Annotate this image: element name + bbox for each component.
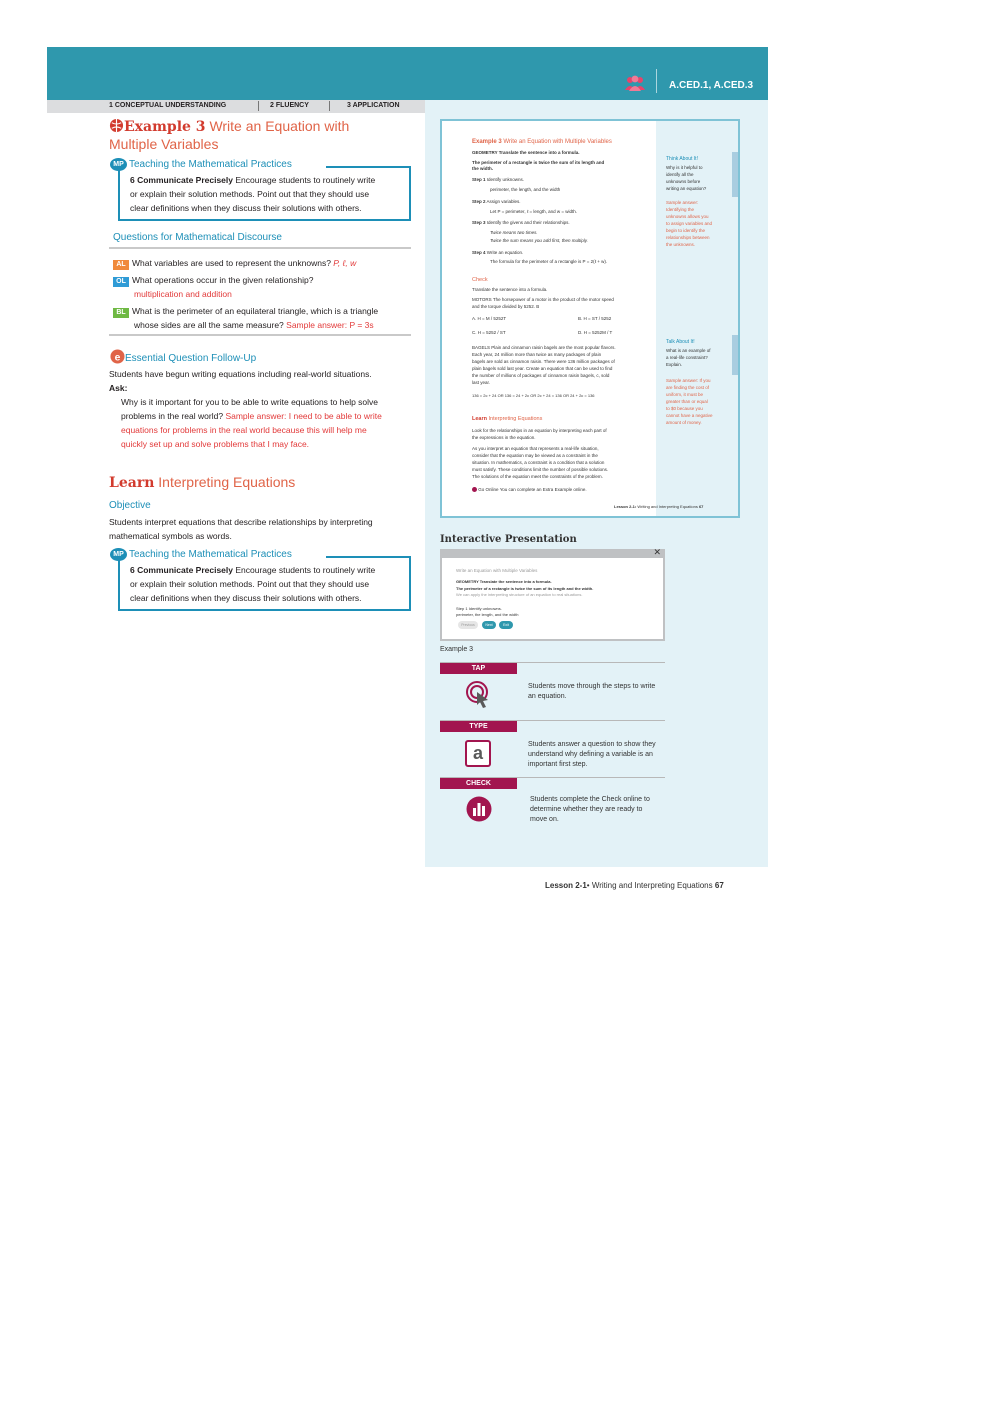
- thumb-bagels-1: BAGELS Plain and cinnamon raisin bagels are the most popular flavors.: [472, 345, 616, 350]
- check-line1: Students complete the Check online to: [530, 796, 650, 803]
- thumb-option-c: C. H = 5252 / ST: [472, 330, 506, 335]
- thumb-title-label: Example 3: [472, 139, 502, 145]
- example-title: [109, 118, 349, 153]
- thumb-talk-q2: a real-life constraint?: [666, 355, 708, 360]
- thumb-geo-text: Translate the sentence into a formula.: [498, 150, 580, 155]
- tap-description: [528, 682, 668, 702]
- standards-label: A.CED.1, A.CED.3: [669, 80, 754, 91]
- tap-pointer-icon: [466, 681, 492, 709]
- example-title-a: Write an Equation with: [209, 118, 350, 134]
- thumb-learn-title: [472, 416, 542, 422]
- thumb-sentence-1: The perimeter of a rectangle is twice the sum of its length and: [472, 160, 605, 165]
- globe-icon: [109, 118, 124, 133]
- check-line3: move on.: [530, 816, 559, 823]
- thumb-foot-page: 67: [698, 504, 704, 509]
- thumb-think-a3: unknowns allows you: [666, 214, 709, 219]
- previous-button[interactable]: Previous: [458, 621, 478, 629]
- thumb-sentence-2: the width.: [472, 166, 493, 171]
- mp-heading-text: Teaching the Mathematical Practices: [129, 159, 292, 171]
- thumb-step4-text: Write an equation.: [486, 250, 524, 255]
- example-title-b: Multiple Variables: [109, 136, 219, 152]
- tab-divider: [329, 101, 330, 111]
- type-tag: TYPE: [440, 721, 517, 732]
- thumb-footer: [614, 504, 703, 510]
- objective-heading: Objective: [109, 500, 151, 511]
- ol-answer: multiplication and addition: [134, 289, 232, 299]
- mp-line1: Encourage students to routinely write: [235, 565, 376, 575]
- thumb-think-a1: Sample answer:: [666, 200, 699, 205]
- thumb-step1-detail: perimeter, the length, and the width: [490, 187, 561, 192]
- tab-divider: [258, 101, 259, 111]
- eq-heading-text: Essential Question Follow-Up: [125, 353, 257, 364]
- mp-badge-icon: MP: [110, 548, 127, 561]
- people-group-icon: [625, 75, 645, 91]
- thumb-title: [472, 139, 612, 145]
- thumb-step2-detail: Let P = perimeter, ℓ = length, and w = width.: [490, 209, 578, 214]
- footer-lesson: Lesson 2-1: [545, 881, 587, 890]
- thumb-learn-label: Learn: [472, 416, 487, 422]
- question-ol: [113, 273, 313, 287]
- go-online-icon: [472, 487, 477, 492]
- thumb-talk-q1: What is an example of: [666, 348, 711, 353]
- think-tab: [732, 152, 739, 197]
- presentation-caption: Example 3: [440, 646, 474, 653]
- thumb-step2-label: Step 2: [472, 199, 486, 204]
- bar-chart-check-icon: [466, 796, 492, 822]
- mp-box: [118, 557, 411, 611]
- eq-intro: Students have begun writing equations including real-world situations.: [109, 369, 372, 379]
- tab-fluency: 2 FLUENCY: [270, 102, 309, 109]
- thumb-bagels-answer: 136 = 2c + 24 OR 136 = 24 + 2c OR 2c + 24 = 136 OR 24 + 2c = 136: [472, 393, 595, 398]
- thumb-step2-text: Assign variables.: [486, 199, 521, 204]
- svg-text:e: e: [114, 352, 121, 364]
- al-question: What variables are used to represent the unknowns?: [132, 258, 331, 268]
- student-page-thumbnail: [440, 119, 740, 518]
- thumb-talk-a6: cannot have a negative: [666, 413, 713, 418]
- thumb-step3-text: Identify the givens and their relationships.: [486, 220, 570, 225]
- thumb-step4-label: Step 4: [472, 250, 486, 255]
- slide-title: Write an Equation with Multiple Variables: [456, 568, 538, 573]
- thumb-talk-q3: Explain.: [666, 362, 683, 367]
- eq-heading: [110, 349, 256, 364]
- thumb-think-title: Think About It!: [666, 156, 698, 162]
- thumb-geo-label: GEOMETRY: [472, 150, 498, 155]
- thumb-check-heading: Check: [472, 277, 488, 283]
- thumb-step3-a: Twice means two times.: [490, 230, 538, 235]
- thumb-bagels-6: last year.: [472, 380, 491, 385]
- interactive-presentation-heading: Interactive Presentation: [440, 534, 577, 545]
- ol-question: What operations occur in the given relationship?: [132, 275, 314, 285]
- mp-heading-text: Teaching the Mathematical Practices: [129, 549, 292, 561]
- type-description: [528, 740, 668, 770]
- slide-line1: GEOMETRY Translate the sentence into a formula.: [456, 579, 552, 584]
- bl-question-line2: [134, 318, 374, 332]
- eq-a1: Sample answer: I need to be able to write: [225, 411, 382, 421]
- mp-line3: clear definitions when they discuss their solutions with others.: [130, 593, 362, 603]
- thumb-motors-1: MOTORS The horsepower of a motor is the product of the motor speed: [472, 297, 614, 302]
- mp-box: [118, 167, 411, 221]
- page-number: 67: [714, 881, 724, 890]
- thumb-talk-a1: Sample answer: If you: [666, 378, 711, 383]
- essential-question-icon: [110, 349, 125, 364]
- thumb-think-a7: the unknowns.: [666, 242, 696, 247]
- bl-answer: Sample answer: P = 3s: [286, 320, 374, 330]
- thumb-step2: [472, 199, 521, 205]
- bl-badge: BL: [113, 308, 129, 318]
- page-footer: [545, 881, 724, 890]
- banner-divider: [656, 69, 657, 93]
- eq-answer-3: quickly set up and solve problems that I may face.: [121, 439, 310, 449]
- al-answer: P, ℓ, w: [333, 258, 357, 268]
- thumb-bagels-4: plain bagels sold last year. Create an equation that can be used to find: [472, 366, 613, 371]
- mp-line3: clear definitions when they discuss their solutions with others.: [130, 203, 362, 213]
- mp-bold: 6 Communicate Precisely: [130, 565, 233, 575]
- al-badge: AL: [113, 260, 129, 270]
- thumb-option-d: D. H = 5252M / T: [578, 330, 613, 335]
- thumb-learn-7: The solutions of the equation meet the constraints of the problem.: [472, 474, 603, 479]
- thumb-go-text: Go Online You can complete an Extra Example online.: [478, 487, 587, 492]
- thumb-step3-b: Twice the sum means you add first, then multiply.: [490, 238, 588, 243]
- thumb-step1-label: Step 1: [472, 177, 486, 182]
- thumb-learn-2: the expressions in the equation.: [472, 435, 536, 440]
- talk-tab: [732, 335, 739, 375]
- mp-bold: 6 Communicate Precisely: [130, 175, 233, 185]
- objective-line1: Students interpret equations that describe relationships by interpreting: [109, 517, 373, 527]
- question-bl: [113, 304, 378, 318]
- thumb-option-a: A. H = M / 5252T: [472, 316, 507, 321]
- eq-question-1: Why is it important for you to be able to write equations to help solve: [121, 397, 379, 407]
- thumb-learn-5: situation. In mathematics, a constraint is a condition that a solution: [472, 460, 605, 465]
- type-line2: understand why defining a variable is an: [528, 751, 653, 758]
- thumb-talk-a3: uniform, it must be: [666, 392, 704, 397]
- thumb-think-a2: Identifying the: [666, 207, 695, 212]
- thumb-think-q4: writing an equation?: [666, 186, 707, 191]
- tap-line2: an equation.: [528, 693, 567, 700]
- eq-question-2: [121, 409, 382, 423]
- eq-ask: Ask:: [109, 383, 128, 393]
- slide-line4: Step 1 Identify unknowns.: [456, 606, 502, 611]
- slide-line3: We can apply the interpreting structure of an equation to real situations.: [456, 592, 583, 597]
- mp-line1: Encourage students to routinely write: [235, 175, 376, 185]
- section-rule: [109, 334, 411, 336]
- thumb-talk-a4: greater than or equal: [666, 399, 708, 404]
- thumb-foot-title: • Writing and Interpreting Equations: [634, 504, 698, 509]
- tab-conceptual: 1 CONCEPTUAL UNDERSTANDING: [109, 102, 227, 109]
- eq-answer-2: equations for problems in the real world because this will help me: [121, 425, 367, 435]
- thumb-step1-text: Identify unknowns.: [486, 177, 525, 182]
- tab-application: 3 APPLICATION: [347, 102, 400, 109]
- thumb-go-online: [472, 487, 587, 493]
- thumb-step4-detail: The formula for the perimeter of a rectangle is P = 2(ℓ + w).: [490, 259, 608, 264]
- thumb-bagels-3: bagels are sold as cinnamon raisin. There were 136 million packages of: [472, 359, 615, 364]
- thumb-talk-a5: to $0 because you: [666, 406, 703, 411]
- objective-line2: mathematical symbols as words.: [109, 531, 232, 541]
- thumb-foot-lesson: Lesson 2-1: [614, 504, 635, 509]
- mp-line2a: or explain their solution methods. Point out that: [130, 579, 308, 589]
- ol-badge: OL: [113, 277, 129, 287]
- thumb-title-text: Write an Equation with Multiple Variables: [503, 139, 612, 145]
- thumb-learn-text: Interpreting Equations: [488, 416, 543, 422]
- bl-question-1: What is the perimeter of an equilateral triangle, which is a triangle: [132, 306, 379, 316]
- standards-banner: [47, 47, 768, 100]
- tap-tag: TAP: [440, 663, 517, 674]
- thumb-talk-a7: amount of money.: [666, 420, 702, 425]
- eq-q2: problems in the real world?: [121, 411, 224, 421]
- thumb-think-a6: relationships between: [666, 235, 710, 240]
- slide-line5: perimeter, the length, and the width: [456, 612, 519, 617]
- learn-label: Learn: [109, 475, 155, 491]
- thumb-step3-label: Step 3: [472, 220, 486, 225]
- thumb-think-a5: begin to identify the: [666, 228, 706, 233]
- check-line2: determine whether they are ready to: [530, 806, 643, 813]
- thumb-check-text: Translate the sentence into a formula.: [472, 287, 548, 292]
- thumb-option-b: B. H = ST / 5252: [578, 316, 612, 321]
- bl-question-2: whose sides are all the same measure?: [134, 320, 284, 330]
- tap-line1: Students move through the steps to write: [528, 683, 656, 690]
- footer-title: • Writing and Interpreting Equations: [586, 881, 713, 890]
- presentation-slide: [442, 558, 663, 639]
- check-description: [530, 795, 670, 825]
- check-tag: CHECK: [440, 778, 517, 789]
- thumb-think-a4: to assign variables and: [666, 221, 713, 226]
- thumb-think-q2: identify all the: [666, 172, 694, 177]
- thumb-learn-1: Look for the relationships in an equation by interpreting each part of: [472, 428, 607, 433]
- practice-levels-bar: [47, 100, 425, 113]
- type-glyph: a: [472, 743, 483, 763]
- discourse-heading: Questions for Mathematical Discourse: [113, 232, 282, 243]
- slide-line2: The perimeter of a rectangle is twice the sum of its length and the width.: [456, 586, 594, 591]
- question-al: [113, 256, 356, 270]
- mp-line2b: they should use: [309, 579, 370, 589]
- thumb-bagels-2: Each year, 24 million more than twice as many packages of plain: [472, 352, 602, 357]
- exit-button[interactable]: Exit: [499, 621, 513, 629]
- thumb-learn-6: must satisfy. These conditions limit the number of possible solutions.: [472, 467, 609, 472]
- type-a-icon: [465, 740, 491, 767]
- mp-line2: or explain their solution methods. Point out that they should use: [130, 189, 370, 199]
- type-line3: important first step.: [528, 761, 588, 768]
- thumb-step3: [472, 220, 570, 226]
- thumb-talk-title: Talk About It!: [666, 339, 695, 345]
- thumb-talk-a2: are finding the cost of: [666, 385, 710, 390]
- thumb-step1: [472, 177, 524, 183]
- thumb-think-q1: Why is it helpful to: [666, 165, 703, 170]
- thumb-learn-4: consider that the equation may be viewed as a constraint in the: [472, 453, 598, 458]
- close-icon[interactable]: ✕: [653, 547, 661, 557]
- learn-title-text: Interpreting Equations: [158, 474, 296, 490]
- thumb-geo: [472, 150, 580, 156]
- thumb-learn-3: As you interpret an equation that represents a real-life situation,: [472, 446, 599, 451]
- thumb-motors-2: and the torque divided by 5252. B: [472, 304, 540, 309]
- thumb-step4: [472, 250, 523, 256]
- thumb-think-q3: unknowns before: [666, 179, 701, 184]
- interactive-presentation-screen: [440, 549, 665, 641]
- next-button[interactable]: Next: [482, 621, 496, 629]
- type-line1: Students answer a question to show they: [528, 741, 656, 748]
- example-label: Example 3: [124, 119, 206, 135]
- mp-badge-icon: MP: [110, 158, 127, 171]
- thumb-bagels-5: the number of millions of packages of cinnamon raisin bagels, c, sold: [472, 373, 610, 378]
- learn-title: [109, 474, 295, 491]
- section-rule: [109, 247, 411, 249]
